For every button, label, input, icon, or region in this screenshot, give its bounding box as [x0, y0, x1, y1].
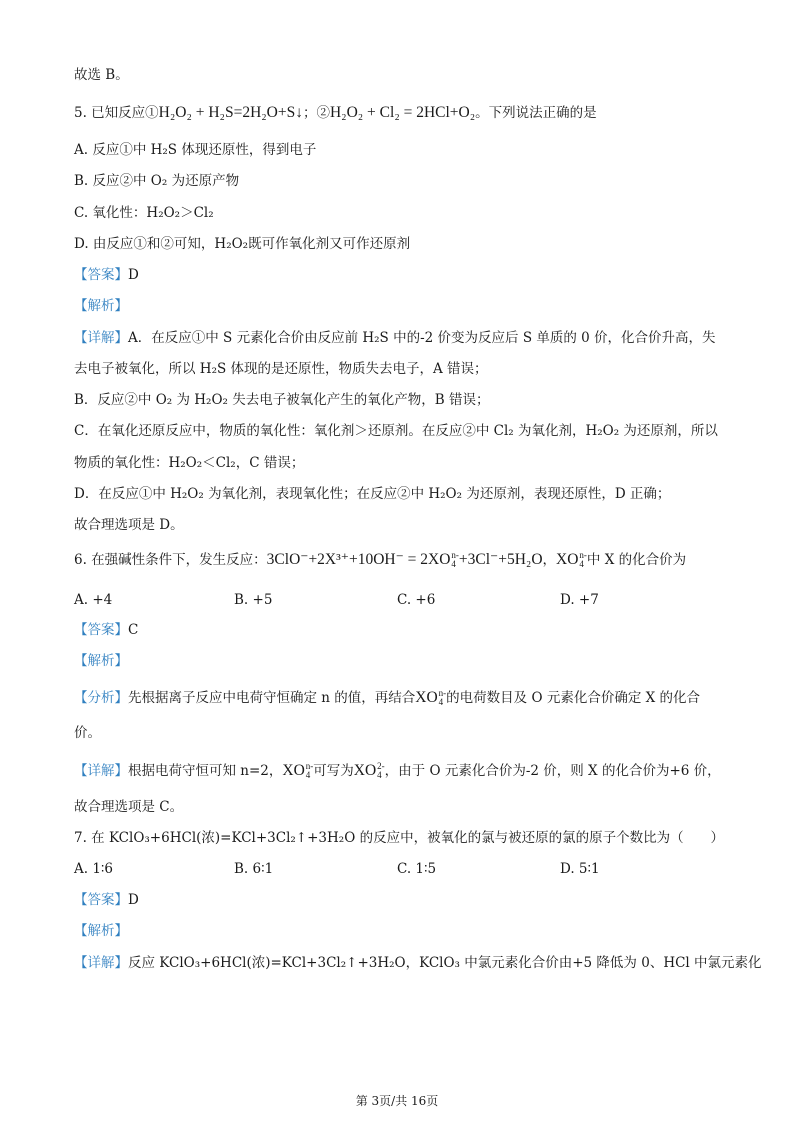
analysis-sub-tag: 【分析】: [74, 690, 128, 706]
option-a: A. 反应①中 H₂S 体现还原性，得到电子: [74, 142, 317, 158]
answer-tag: 【答案】: [74, 892, 128, 908]
option-c: C. +6: [397, 592, 436, 608]
ion-formula: 2XO n- 4: [420, 550, 459, 570]
separator: ；②: [302, 105, 330, 121]
detail-line: [74, 954, 762, 972]
page-footer: 第 3页/共 16页: [355, 1094, 439, 1108]
equation-2: H₂O₂ + Cl₂ = 2HCl+O₂: [329, 104, 476, 121]
detail-tag: 【详解】: [74, 955, 128, 971]
analysis-tag: 【解析】: [74, 923, 128, 939]
ion-formula: XO n- 4: [556, 550, 587, 570]
answer-value: D: [128, 267, 139, 283]
detail-line: 【详解】根据电荷守恒可知 n=2，XO n- 4 可写为XO 2- 4 ，由于 O 元素化合价为-2 价，则 X 的化合价为+6 价，: [74, 761, 721, 781]
detail-line: 故合理选项是 D。: [74, 517, 184, 533]
detail-line: B．反应②中 O₂ 为 H₂O₂ 失去电子被氧化产生的氧化产物，B 错误；: [74, 392, 490, 408]
detail-line: C．在氧化还原反应中，物质的氧化性：氧化剂＞还原剂。在反应②中 Cl₂ 为氧化剂，H₂O₂ 为还原剂，所以: [74, 423, 718, 439]
detail-tag: 【详解】: [74, 330, 128, 346]
answer-value: C: [128, 622, 139, 638]
option-d: D. 由反应①和②可知，H₂O₂既可作氧化剂又可作还原剂: [74, 236, 411, 252]
option-c: C. 氧化性：H₂O₂＞Cl₂: [74, 205, 214, 221]
equation-left: 3ClO⁻+2X³⁺+10OH⁻ =: [266, 551, 421, 568]
option-b: B. 反应②中 O₂ 为还原产物: [74, 173, 240, 189]
analysis-tag: 【解析】: [74, 298, 128, 314]
detail-line: D．在反应①中 H₂O₂ 为氧化剂，表现氧化性；在反应②中 H₂O₂ 为还原剂，表现还原性，D 正确；: [74, 486, 671, 502]
text-line: 故选 B。: [74, 67, 129, 83]
detail-line: 物质的氧化性：H₂O₂＜Cl₂，C 错误；: [74, 455, 305, 471]
detail-line: [74, 329, 716, 347]
detail-text: A．在反应①中 S 元素化合价由反应前 H₂S 中的-2 价变为反应后 S 单质的 0 价，化合价升高，失: [128, 330, 716, 346]
analysis-tag: 【解析】: [74, 653, 128, 669]
option-a: A. +4: [74, 592, 113, 608]
ion-formula: XO 2- 4: [353, 761, 385, 781]
detail-tag: 【详解】: [74, 763, 128, 779]
equation-right: +3Cl⁻+5H₂O: [458, 551, 543, 568]
question-5-stem: [74, 104, 597, 122]
analysis-line: 价。: [74, 725, 101, 741]
question-number: 5. 已知反应①: [74, 105, 159, 121]
question-7-stem: 7. 在 KClO₃+6HCl(浓)=KCl+3Cl₂↑+3H₂O 的反应中，被氧化的氯与被还原的氯的原子个数比为（ ）: [74, 830, 725, 846]
option-d: D. 5∶1: [560, 861, 600, 877]
analysis-line: 【分析】先根据离子反应中电荷守恒确定 n 的值，再结合XO n- 4 的电荷数目及 O 元素化合价确定 X 的化合: [74, 688, 701, 708]
answer-line: [74, 266, 139, 284]
option-b: B. +5: [234, 592, 273, 608]
option-d: D. +7: [560, 592, 599, 608]
stem-tail: 中 X 的化合价为: [586, 552, 687, 568]
option-c: C. 1∶5: [397, 861, 437, 877]
stem-tail: 。下列说法正确的是: [475, 105, 597, 121]
answer-line: [74, 891, 139, 909]
answer-tag: 【答案】: [74, 267, 128, 283]
option-a: A. 1∶6: [74, 861, 114, 877]
ion-formula: XO n- 4: [282, 761, 314, 781]
detail-line: 去电子被氧化，所以 H₂S 体现的是还原性，物质失去电子，A 错误；: [74, 361, 488, 377]
option-b: B. 6∶1: [234, 861, 274, 877]
answer-line: [74, 621, 138, 639]
question-number: 6. 在强碱性条件下，发生反应：: [74, 552, 267, 568]
detail-line: 故合理选项是 C。: [74, 799, 184, 815]
answer-tag: 【答案】: [74, 622, 128, 638]
answer-value: D: [128, 892, 139, 908]
equation-1: H₂O₂ + H₂S=2H₂O+S↓: [158, 104, 303, 121]
detail-text: 反应 KClO₃+6HCl(浓)=KCl+3Cl₂↑+3H₂O，KClO₃ 中氯元素化合价由+5 降低为 0、HCl 中氯元素化: [128, 955, 762, 971]
ion-formula: XO n- 4: [415, 688, 447, 708]
question-6-stem: 6. 在强碱性条件下，发生反应：3ClO⁻+2X³⁺+10OH⁻ = 2XO n- 4 +3Cl⁻+5H₂O，XO n- 4 中 X 的化合价为: [74, 550, 687, 570]
